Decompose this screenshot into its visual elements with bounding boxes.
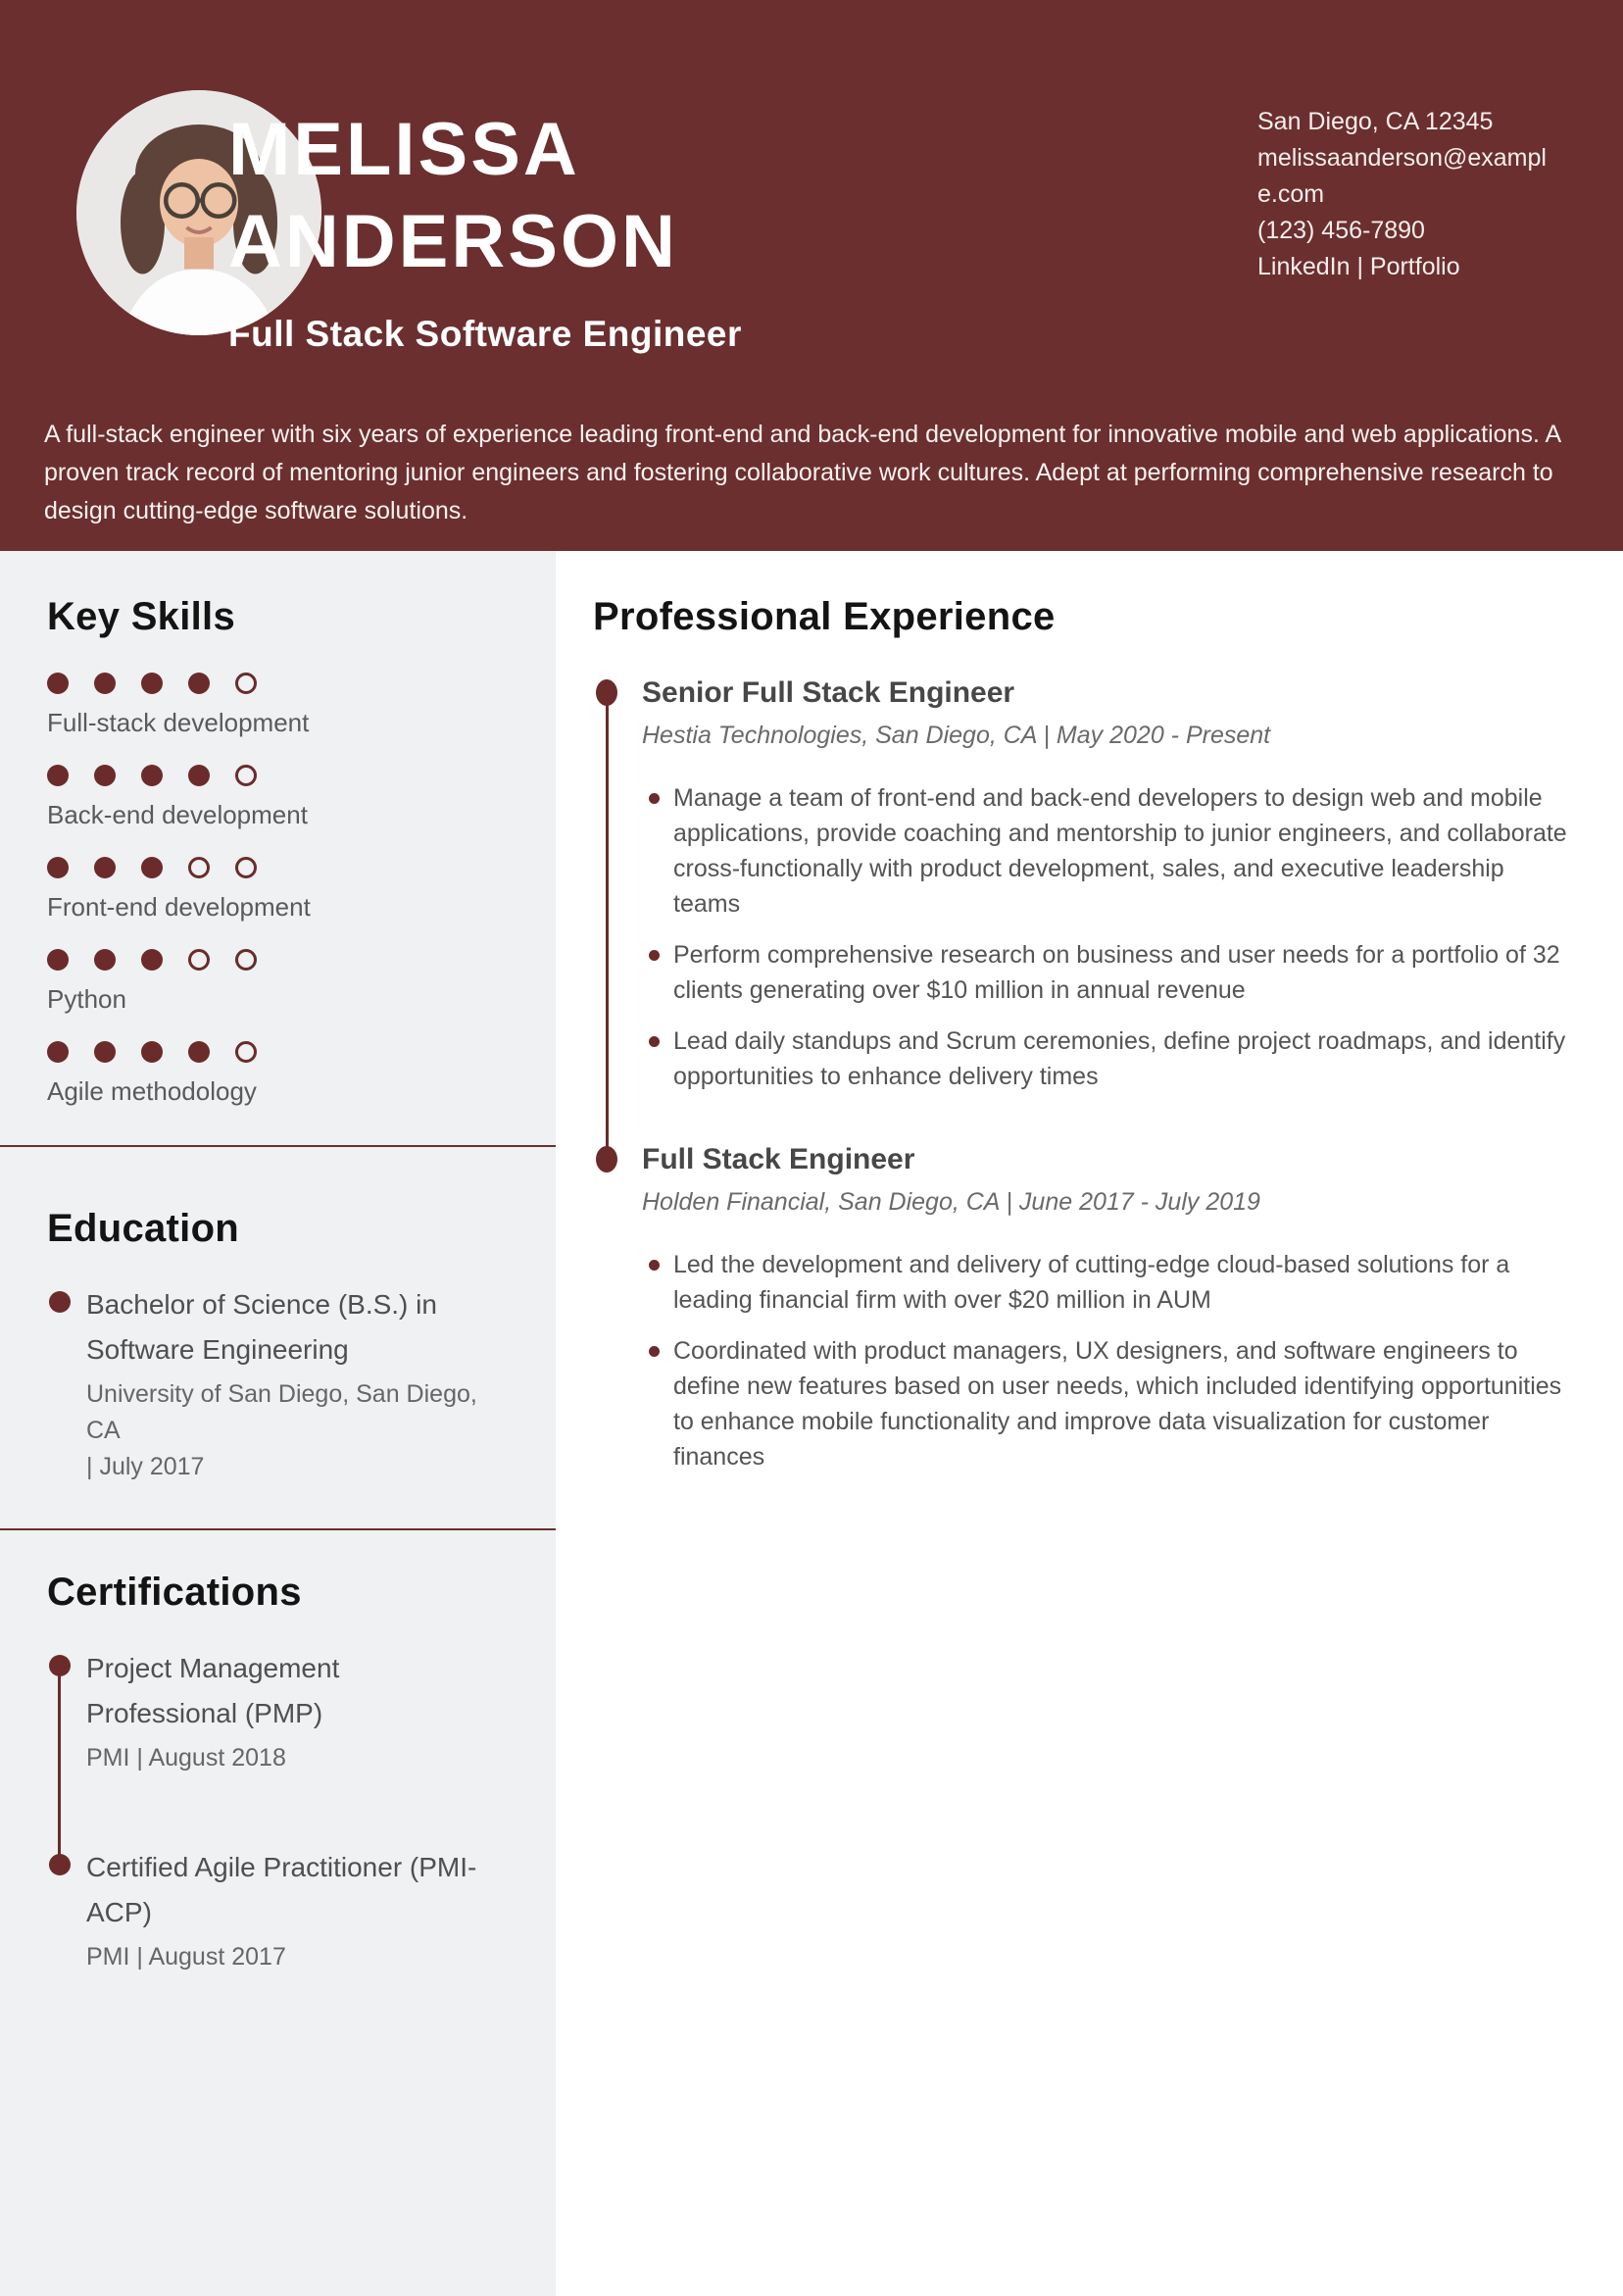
timeline-dot-icon (49, 1291, 71, 1313)
header-banner (0, 0, 1623, 551)
degree-title: Bachelor of Science (B.S.) in Software Engineering (86, 1289, 437, 1365)
experience-item (593, 674, 1568, 1094)
skill-label: Agile methodology (47, 1076, 257, 1106)
skill-item (47, 1041, 516, 1106)
degree-meta (86, 1376, 478, 1485)
timeline-dot-icon (49, 1854, 71, 1875)
contact-links[interactable]: LinkedIn | Portfolio (1257, 253, 1460, 280)
job-title: Senior Full Stack Engineer (642, 676, 1015, 709)
certification-item (47, 1845, 516, 1975)
education-item (47, 1282, 516, 1485)
degree-date: | July 2017 (86, 1453, 205, 1480)
candidate-name-line1: MELISSA (228, 108, 580, 191)
experience-heading: Professional Experience (593, 595, 1056, 638)
education-heading: Education (47, 1207, 240, 1250)
certification-item (47, 1646, 516, 1776)
contact-location: San Diego, CA 12345 (1257, 108, 1494, 135)
rating-dot-empty-icon (235, 765, 257, 786)
job-title: Full Stack Engineer (642, 1143, 915, 1175)
rating-dot-filled-icon (94, 673, 116, 694)
skill-rating-dots (47, 949, 516, 971)
contact-email: melissaanderson@example.com (1257, 144, 1547, 208)
certification-meta: PMI | August 2017 (86, 1943, 286, 1971)
certifications-list (47, 1646, 516, 1975)
skill-item (47, 673, 516, 737)
rating-dot-filled-icon (47, 673, 69, 694)
rating-dot-filled-icon (141, 673, 163, 694)
rating-dot-empty-icon (235, 1041, 257, 1063)
timeline-dot-icon (596, 1146, 617, 1173)
profile-summary: A full-stack engineer with six years of experience leading front-end and back-end development for innovative mobile and web applications. A proven track record of mentoring junior engineers and fostering collaborative work cultures. Adept at performing comprehensive research to design cutting-edge software solutions. (44, 421, 1560, 524)
experience-list (593, 674, 1568, 1474)
job-bullet: Coordinated with product managers, UX designers, and software engineers to define new features based on user needs, which included identifying opportunities to enhance mobile functionality and improve data visualization for customer finances (642, 1333, 1573, 1474)
skill-item (47, 765, 516, 829)
rating-dot-filled-icon (94, 1041, 116, 1063)
rating-dot-filled-icon (141, 857, 163, 878)
skill-rating-dots (47, 1041, 516, 1063)
certification-title: Certified Agile Practitioner (PMI-ACP) (86, 1852, 477, 1927)
skill-label: Python (47, 984, 126, 1014)
timeline-dot-icon (49, 1655, 71, 1676)
skills-list (47, 673, 516, 1106)
certifications-heading: Certifications (47, 1571, 302, 1614)
skill-label: Front-end development (47, 892, 311, 922)
certification-title: Project Management Professional (PMP) (86, 1653, 340, 1728)
rating-dot-filled-icon (141, 1041, 163, 1063)
rating-dot-filled-icon (47, 1041, 69, 1063)
job-bullet-list (642, 1247, 1573, 1474)
rating-dot-empty-icon (235, 949, 257, 971)
rating-dot-empty-icon (235, 857, 257, 878)
job-bullet-list (642, 780, 1573, 1094)
rating-dot-filled-icon (141, 949, 163, 971)
skill-rating-dots (47, 857, 516, 878)
section-divider (0, 1145, 556, 1147)
candidate-job-title: Full Stack Software Engineer (228, 314, 742, 354)
rating-dot-empty-icon (188, 949, 210, 971)
skill-rating-dots (47, 765, 516, 786)
main-column (556, 551, 1623, 2296)
experience-item (593, 1141, 1568, 1474)
job-bullet: Manage a team of front-end and back-end developers to design web and mobile applications, provide coaching and mentorship to junior engineers, and collaborate cross-functionally with product development, sales, and executive leadership teams (642, 780, 1573, 922)
skill-item (47, 857, 516, 922)
rating-dot-filled-icon (188, 765, 210, 786)
rating-dot-filled-icon (94, 765, 116, 786)
timeline-dot-icon (596, 679, 617, 706)
rating-dot-filled-icon (188, 1041, 210, 1063)
job-bullet: Perform comprehensive research on business and user needs for a portfolio of 32 clients generating over $10 million in annual revenue (642, 937, 1573, 1008)
skill-label: Full-stack development (47, 708, 310, 737)
skill-item (47, 949, 516, 1014)
rating-dot-filled-icon (47, 765, 69, 786)
rating-dot-filled-icon (47, 949, 69, 971)
contact-block (1257, 104, 1563, 285)
rating-dot-filled-icon (94, 857, 116, 878)
rating-dot-empty-icon (235, 673, 257, 694)
job-bullet: Lead daily standups and Scrum ceremonies, define project roadmaps, and identify opportunities to enhance delivery times (642, 1023, 1573, 1094)
rating-dot-filled-icon (188, 673, 210, 694)
rating-dot-filled-icon (94, 949, 116, 971)
job-bullet: Led the development and delivery of cutting-edge cloud-based solutions for a leading financial firm with over $20 million in AUM (642, 1247, 1573, 1318)
name-block (228, 104, 742, 355)
job-meta: Holden Financial, San Diego, CA | June 2017 - July 2019 (642, 1188, 1260, 1216)
candidate-name-line2: ANDERSON (228, 200, 678, 283)
skill-label: Back-end development (47, 800, 308, 829)
job-meta: Hestia Technologies, San Diego, CA | May 2020 - Present (642, 722, 1271, 749)
rating-dot-filled-icon (141, 765, 163, 786)
rating-dot-filled-icon (47, 857, 69, 878)
contact-phone: (123) 456-7890 (1257, 217, 1425, 244)
skill-rating-dots (47, 673, 516, 694)
degree-school: University of San Diego, San Diego, CA (86, 1380, 477, 1444)
sidebar (0, 551, 556, 2296)
section-divider (0, 1528, 556, 1530)
certification-meta: PMI | August 2018 (86, 1744, 286, 1772)
key-skills-heading: Key Skills (47, 595, 236, 638)
rating-dot-empty-icon (188, 857, 210, 878)
